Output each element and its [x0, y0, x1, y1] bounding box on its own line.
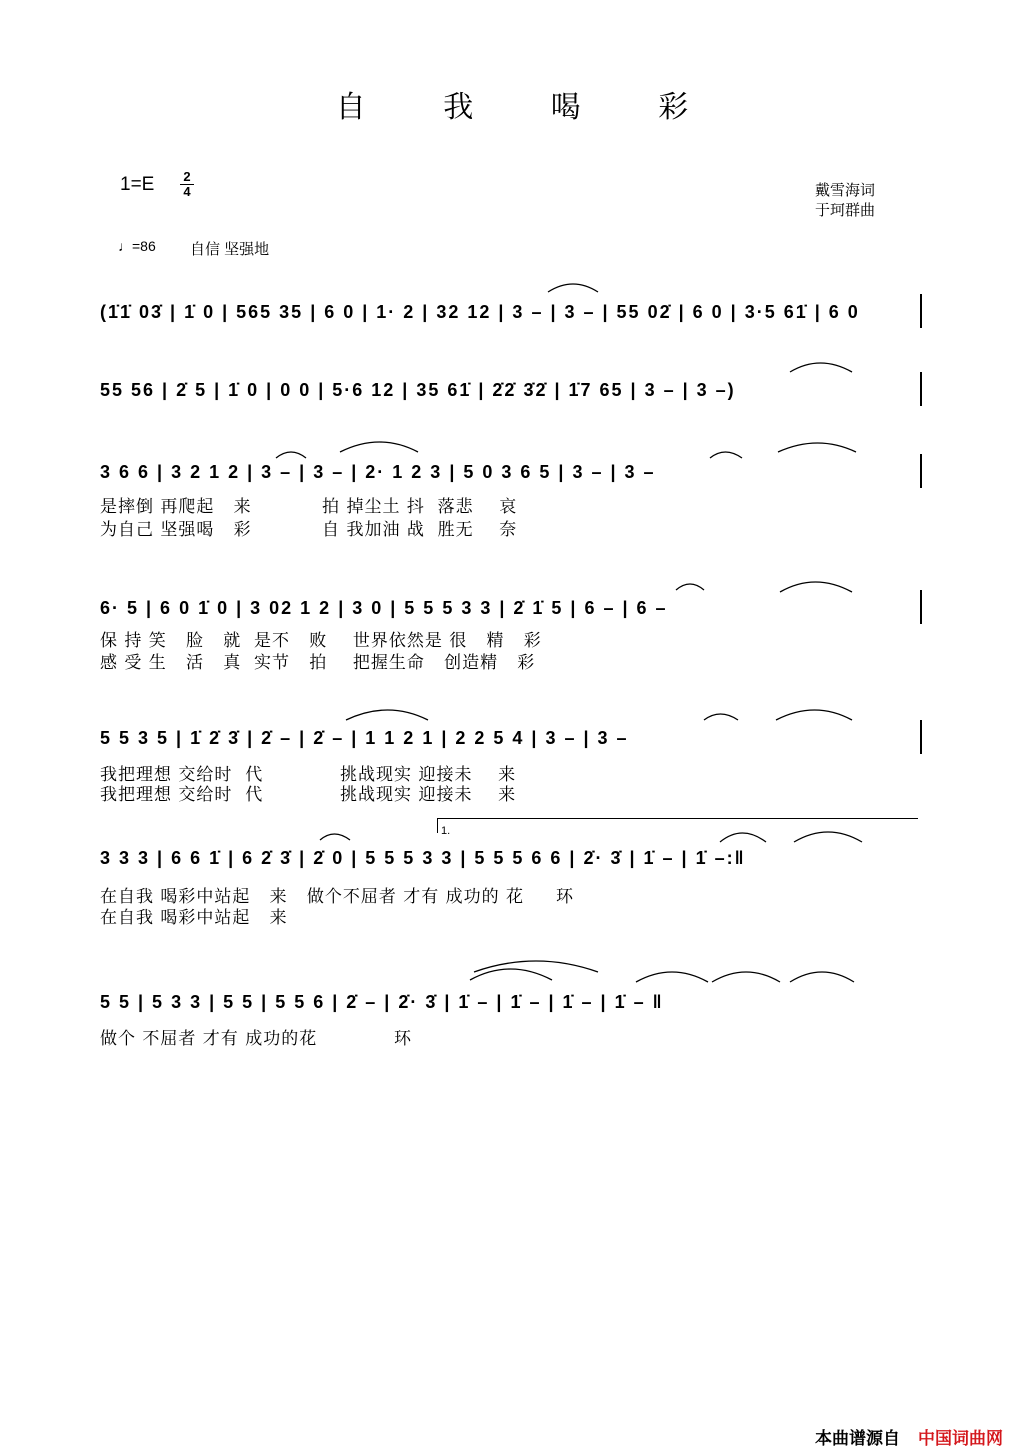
lyric-line-3-verse-1: 是摔倒 再爬起 来 拍 掉尘土 抖 落悲 哀 [100, 497, 518, 517]
notes: 6· 5 | 6 0 1̇ 0 | 3 02 1 2 | 3 0 | 5 5 5 3 3 | 2̇ 1̇ 5 | 6 – | 6 – [100, 598, 668, 618]
time-signature [180, 170, 194, 199]
first-ending-bracket [437, 818, 918, 837]
barline [920, 720, 922, 754]
slur [790, 363, 852, 372]
slur [548, 284, 598, 292]
lyric-line-3-verse-2: 为自己 坚强喝 彩 自 我加油 战 胜无 奈 [100, 520, 518, 540]
expression-marking: 自信 坚强地 [190, 241, 270, 258]
slur [794, 832, 862, 842]
lyric-line-6-verse-2: 在自我 喝彩中站起 来 [100, 908, 288, 928]
slur [712, 972, 780, 982]
music-line-5 [100, 722, 922, 754]
tempo-marking: ♩=86 [118, 238, 156, 254]
slur [720, 833, 766, 842]
music-line-6 [100, 842, 922, 874]
composer-credit: 于珂群曲 [815, 201, 876, 219]
slur [790, 972, 854, 982]
music-line-3 [100, 456, 922, 488]
slur [340, 442, 418, 452]
footer-site-link[interactable]: 中国词曲网 [918, 1429, 1003, 1448]
barline [920, 590, 922, 624]
notes: (1̇1̇ 03̇ | 1̇ 0 | 565 35 | 6 0 | 1· 2 | 32 12 | 3 – | 3 – | 55 02̇ | 6 0 | 3·5 61̇ | 6 0 [100, 302, 860, 322]
lyric-line-5-verse-2: 我把理想 交给时 代 挑战现实 迎接未 来 [100, 785, 517, 805]
barline [920, 454, 922, 488]
barline [920, 294, 922, 328]
slur [474, 961, 598, 972]
barline [920, 372, 922, 406]
notes: 3 3 3 | 6 6 1̇ | 6 2̇ 3̇ | 2̇ 0 | 5 5 5 3 3 | 5 5 5 6 6 | 2̇· 3̇ | 1̇ – | 1̇ –:‖ [100, 848, 746, 868]
first-ending-number: 1. [441, 825, 451, 837]
slur [636, 972, 708, 982]
slur [776, 710, 852, 720]
notes: 5 5 | 5 3 3 | 5 5 | 5 5 6 | 2̇ – | 2̇· 3̇ | 1̇ – | 1̇ – | 1̇ – | 1̇ – ‖ [100, 992, 664, 1012]
time-signature-bottom: 4 [183, 184, 191, 199]
lyric-line-4-verse-2: 感 受 生 活 真 实节 拍 把握生命 创造精 彩 [100, 653, 536, 673]
key-signature: 1=E [120, 174, 155, 195]
slur [778, 443, 856, 452]
music-line-7 [100, 986, 922, 1018]
slur [704, 714, 738, 720]
time-signature-top: 2 [180, 170, 194, 185]
music-line-1 [100, 296, 922, 328]
slur [780, 582, 852, 592]
lyric-line-4-verse-1: 保 持 笑 脸 就 是不 败 世界依然是 很 精 彩 [100, 631, 542, 651]
song-title: 自 我 喝 彩 [335, 90, 723, 125]
slur [320, 834, 350, 840]
music-line-4 [100, 592, 922, 624]
music-line-2 [100, 374, 922, 406]
credits [815, 180, 875, 220]
slur [676, 584, 704, 590]
notes: 3 6 6 | 3 2 1 2 | 3 – | 3 – | 2· 1 2 3 | 5 0 3 6 5 | 3 – | 3 – [100, 462, 656, 482]
lyric-line-5-verse-1: 我把理想 交给时 代 挑战现实 迎接未 来 [100, 765, 517, 785]
lyric-line-6-verse-1: 在自我 喝彩中站起 来 做个不屈者 才有 成功的 花 环 [100, 887, 575, 907]
footer-label: 本曲谱源自 [815, 1429, 900, 1448]
lyric-line-7-verse-1: 做个 不屈者 才有 成功的花 环 [100, 1029, 413, 1049]
slur [470, 969, 552, 980]
notes: 55 56 | 2̇ 5 | 1̇ 0 | 0 0 | 5·6 12 | 35 61̇ | 2̇2̇ 3̇2̇ | 1̇7 65 | 3 – | 3 –) [100, 380, 736, 400]
notes: 5 5 3 5 | 1̇ 2̇ 3̇ | 2̇ – | 2̇ – | 1 1 2 1 | 2 2 5 4 | 3 – | 3 – [100, 728, 629, 748]
slur [346, 710, 428, 720]
footer-source [815, 1424, 1003, 1449]
lyricist-credit: 戴雪海词 [815, 181, 876, 199]
